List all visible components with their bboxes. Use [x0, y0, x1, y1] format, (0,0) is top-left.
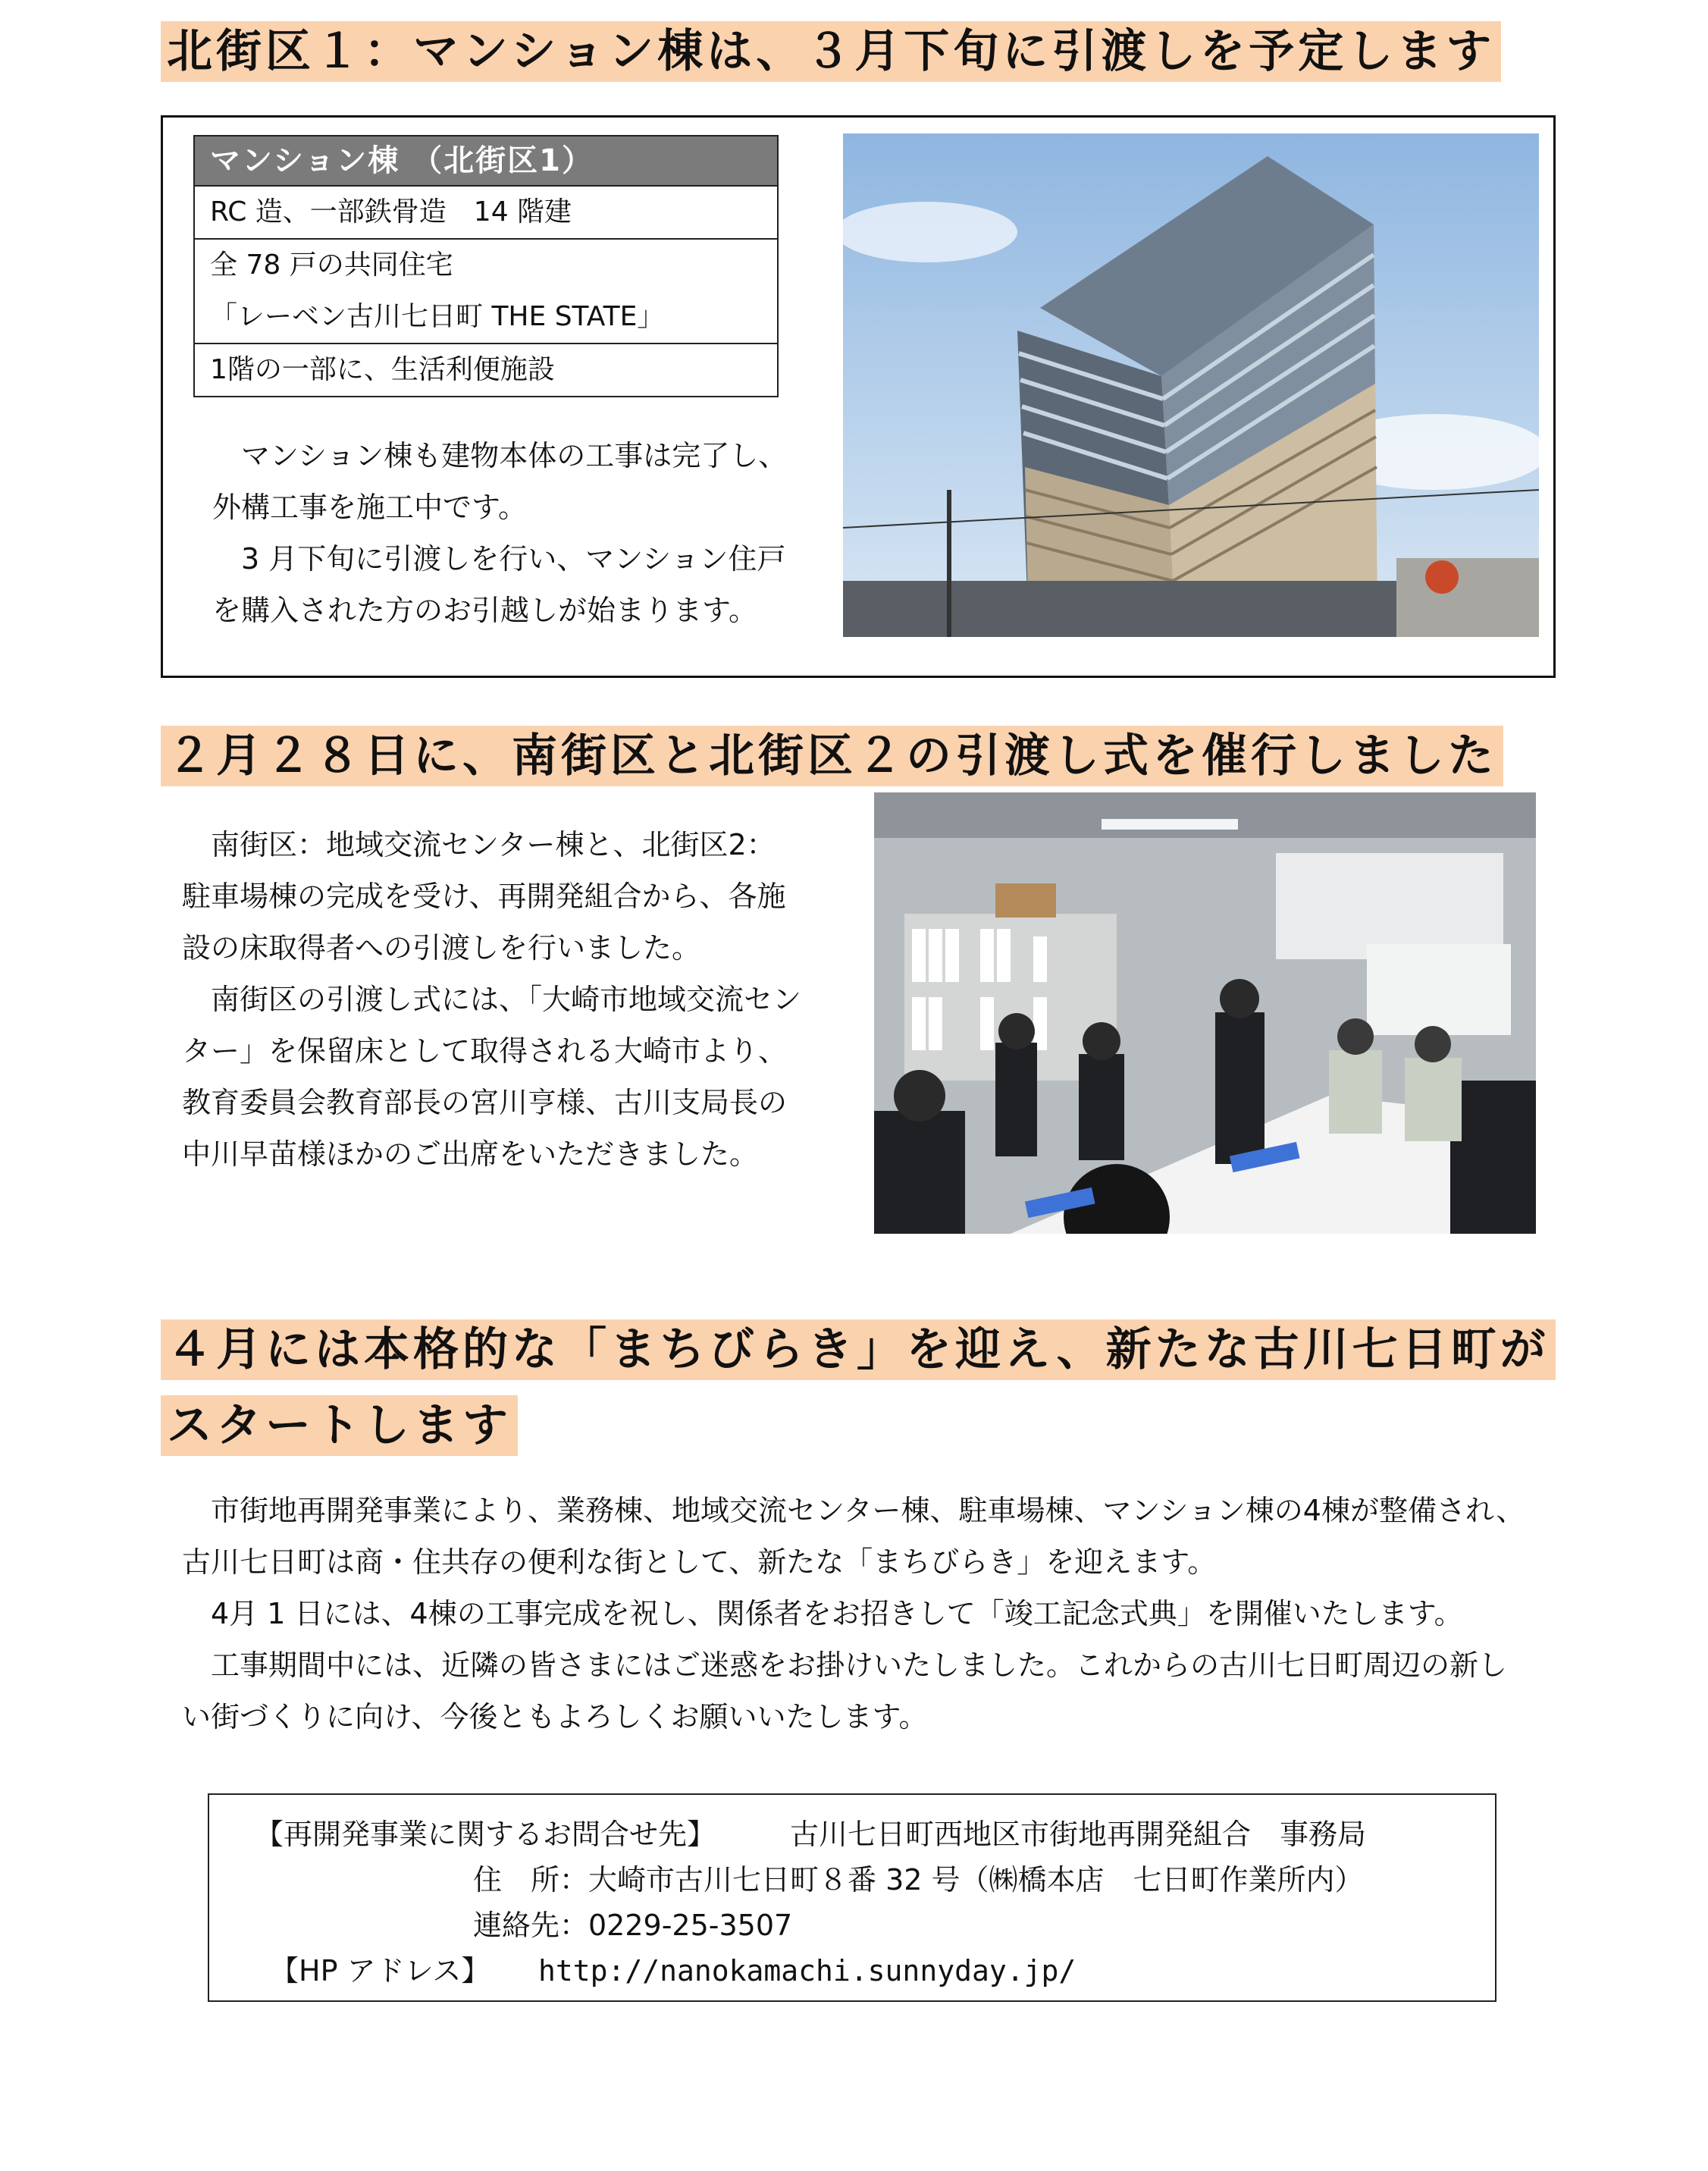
section1-body [212, 430, 811, 636]
contact-phone: 連絡先：0229-25-3507 [473, 1909, 793, 1942]
building-photo [843, 133, 1539, 637]
spec-row-facility: 1階の一部に、生活利便施設 [194, 344, 778, 397]
spec-row-structure: RC 造、一部鉄骨造 14 階建 [194, 186, 778, 239]
section3-body [182, 1485, 1531, 1743]
ceremony-photo-illustration [874, 792, 1536, 1234]
section3-paragraph: 市街地再開発事業により、業務棟、地域交流センター棟、駐車場棟、マンション棟の4棟が整備され、古川七日町は商・住共存の便利な街として、新たな「まちびらき」を迎えます。 [182, 1494, 1525, 1579]
spec-table [193, 135, 779, 397]
spec-row-units [194, 239, 778, 344]
ceremony-photo [874, 792, 1536, 1234]
section3-paragraph: 工事期間中には、近隣の皆さまにはご迷惑をお掛けいたしました。これからの古川七日町周辺の新しい街づくりに向け、今後ともよろしくお願いいたします。 [182, 1649, 1508, 1733]
section1-heading: 北街区１：マンション棟は、３月下旬に引渡しを予定します [161, 21, 1501, 82]
section2-heading: ２月２８日に、南街区と北街区２の引渡し式を催行しました [161, 726, 1503, 786]
contact-org: 古川七日町西地区市街地再開発組合 事務局 [790, 1818, 1367, 1851]
section2-paragraph: 南街区の引渡し式には、「大崎市地域交流センター」を保留床として取得される大崎市より、教育委員会教育部長の宮川亨様、古川支局長の中川早苗様ほかのご出席をいただきました。 [182, 983, 802, 1171]
section2-body [182, 819, 804, 1180]
contact-label: 【再開発事業に関するお問合せ先】 [255, 1818, 716, 1851]
hp-url-link[interactable]: http://nanokamachi.sunnyday.jp/ [538, 1954, 1077, 1987]
building-photo-illustration [843, 133, 1539, 637]
spec-table-header: マンション棟 （北街区1） [194, 136, 778, 186]
section3-heading-line2: スタートします [161, 1395, 518, 1456]
section3-paragraph: 4月 1 日には、4棟の工事完成を祝し、関係者をお招きして「竣工記念式典」を開催いたします。 [211, 1597, 1463, 1630]
section1-paragraph: 3 月下旬に引渡しを行い、マンション住戸を購入された方のお引越しが始まります。 [212, 542, 786, 627]
spec-row-units-name: 「レーベン古川七日町 THE STATE」 [210, 301, 665, 332]
section1-paragraph: マンション棟も建物本体の工事は完了し、外構工事を施工中です。 [212, 439, 788, 524]
section2-paragraph: 南街区：地域交流センター棟と、北街区2：駐車場棟の完成を受け、再開発組合から、各施設の床取得者への引渡しを行いました。 [182, 828, 786, 965]
contact-box [208, 1793, 1496, 2002]
spec-row-units-count: 全 78 戸の共同住宅 [210, 249, 453, 281]
hp-label: 【HP アドレス】 [270, 1954, 490, 1987]
contact-address: 住 所：大崎市古川七日町８番 32 号（㈱橋本店 七日町作業所内） [473, 1863, 1364, 1896]
section3-heading-line1: ４月には本格的な「まちびらき」を迎え、新たな古川七日町が [161, 1319, 1556, 1380]
